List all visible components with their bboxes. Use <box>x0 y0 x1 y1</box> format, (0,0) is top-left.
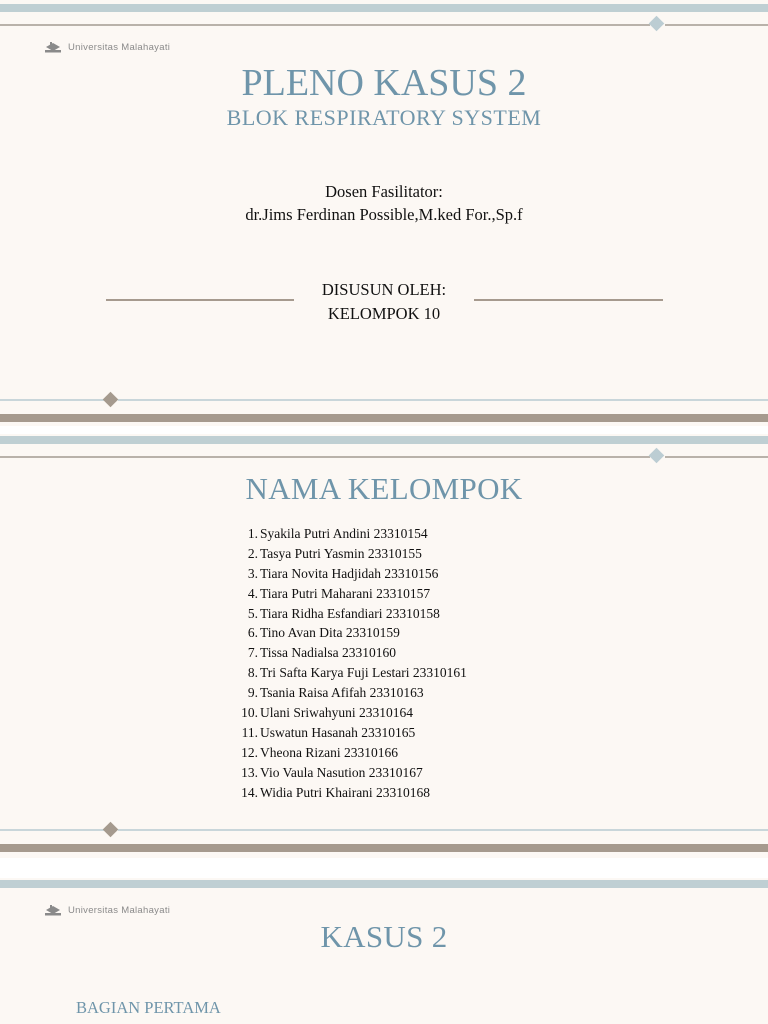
list-item: 2. Tasya Putri Yasmin 23310155 <box>247 545 422 561</box>
list-item: 10. Ulani Sriwahyuni 23310164 <box>241 705 413 721</box>
group-name: KELOMPOK 10 <box>327 304 441 323</box>
slide-subtitle: BLOK RESPIRATORY SYSTEM <box>226 105 542 130</box>
bottom-line-left <box>0 829 104 831</box>
list-item: 1. Syakila Putri Andini 23310154 <box>247 526 428 541</box>
logo-text: Universitas Malahayati <box>68 905 171 916</box>
composed-by-label: DISUSUN OLEH: <box>321 280 447 299</box>
top-bar <box>0 880 768 888</box>
lecturer-name: dr.Jims Ferdinan Possible,M.ked For.,Sp.f <box>245 205 523 224</box>
list-item: 8. Tri Safta Karya Fuji Lestari 23310161 <box>247 665 467 681</box>
university-logo <box>44 42 170 53</box>
university-logo <box>44 905 170 916</box>
top-bar <box>0 4 768 12</box>
list-item: 7. Tissa Nadialsa 23310160 <box>247 645 397 661</box>
section-label: BAGIAN PERTAMA <box>76 998 221 1017</box>
list-item: 3. Tiara Novita Hadjidah 23310156 <box>247 565 439 581</box>
graduation-cap-icon <box>44 42 62 53</box>
list-item: 11. Uswatun Hasanah 23310165 <box>241 724 416 740</box>
bottom-bar <box>0 414 768 422</box>
top-line-right <box>665 24 768 26</box>
slide-title-heading: PLENO KASUS 2 <box>241 62 527 104</box>
bottom-line <box>118 829 768 831</box>
list-item: 5. Tiara Ridha Esfandiari 23310158 <box>247 605 440 621</box>
lecturer-label: Dosen Fasilitator: <box>325 182 443 201</box>
bottom-line-left <box>0 399 104 401</box>
list-item: 6. Tino Avan Dita 23310159 <box>247 625 400 641</box>
list-item: 12. Vheona Rizani 23310166 <box>241 744 398 760</box>
member-list <box>238 524 467 802</box>
list-item: 14. Widia Putri Khairani 23310168 <box>241 784 431 800</box>
top-line <box>0 456 650 458</box>
graduation-cap-icon <box>44 905 62 916</box>
case-heading: KASUS 2 <box>320 919 448 954</box>
top-line-right <box>665 456 768 458</box>
members-heading: NAMA KELOMPOK <box>245 471 523 506</box>
slide-case <box>0 878 768 1024</box>
bottom-line <box>118 399 768 401</box>
top-bar <box>0 436 768 444</box>
logo-text: Universitas Malahayati <box>68 42 171 53</box>
list-item: 13. Vio Vaula Nasution 23310167 <box>241 764 423 780</box>
list-item: 4. Tiara Putri Maharani 23310157 <box>247 585 431 601</box>
diamond-ornament <box>649 448 665 464</box>
top-line <box>0 24 650 26</box>
bottom-bar <box>0 844 768 852</box>
diamond-ornament <box>103 392 119 408</box>
diamond-ornament <box>649 16 665 32</box>
slide-title <box>0 0 768 426</box>
diamond-ornament <box>103 822 119 838</box>
list-item: 9. Tsania Raisa Afifah 23310163 <box>247 685 424 701</box>
slide-members <box>0 434 768 858</box>
